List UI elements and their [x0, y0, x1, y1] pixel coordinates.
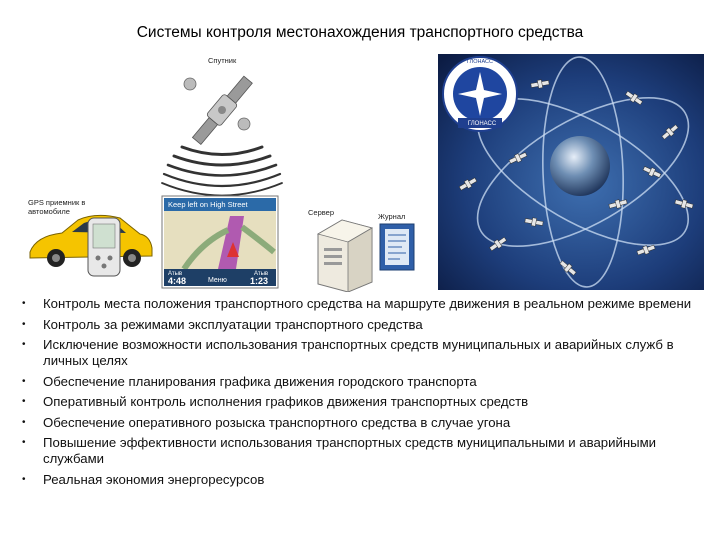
list-item [22, 317, 702, 333]
bullet-icon: • [22, 375, 26, 387]
list-item-text: Контроль места положения транспортного средства на маршруте движения в реальном режиме времени [43, 296, 692, 311]
signal-waves-icon [162, 147, 282, 196]
glonass-ring-text: ГЛОНАСС [466, 59, 494, 65]
list-item-text: Оперативный контроль исполнения графиков движения транспортных средств [43, 394, 529, 409]
journal-icon [380, 224, 414, 270]
gps-label [28, 198, 85, 216]
glonass-constellation-image [438, 54, 704, 290]
tracking-diagram-art [22, 52, 442, 292]
list-item-text: Обеспечение оперативного розыска транспортного средства в случае угона [43, 414, 511, 430]
list-item [22, 415, 702, 431]
navigator-banner: Keep left on High Street [168, 200, 248, 209]
navigator-menu: Меню [208, 277, 227, 284]
gps-label-line1: GPS приемник в [28, 198, 86, 207]
list-item-text: Исключение возможности использования транспортных средств муниципальных и аварийных служб в личных целях [43, 337, 674, 368]
satellite-icon [184, 74, 255, 147]
list-item [22, 374, 702, 390]
navigator-right-time: 1:23 [250, 276, 269, 286]
list-item [22, 394, 702, 410]
list-item-text: Обеспечение планирования графика движения городского транспорта [43, 373, 477, 389]
bullet-icon: • [22, 473, 26, 485]
satellite-label: Спутник [208, 56, 237, 65]
journal-label: Журнал [378, 212, 406, 221]
gps-receiver-icon [88, 218, 120, 276]
list-item [22, 296, 702, 312]
navigator-left-small: Атыв [168, 271, 183, 277]
list-item-text: Повышение эффективности использования транспортных средств муниципальными и аварийными службами [43, 435, 657, 466]
bullet-icon: • [22, 298, 26, 309]
gps-label-line2: автомобиле [28, 207, 70, 216]
bullet-icon: • [22, 339, 26, 350]
benefits-list [22, 296, 702, 492]
navigator-left-time: 4:48 [168, 276, 187, 286]
list-item [22, 435, 702, 467]
bullet-icon: • [22, 437, 26, 448]
tracking-diagram [22, 52, 442, 292]
earth-icon [550, 136, 610, 196]
slide-title: Системы контроля местонахождения транспортного средства [136, 24, 584, 41]
list-item-text: Реальная экономия энергоресурсов [43, 471, 265, 487]
glonass-band-text: ГЛОНАСС [467, 121, 497, 127]
list-item [22, 472, 702, 488]
server-icon [318, 220, 372, 292]
server-label: Сервер [308, 208, 335, 217]
bullet-icon: • [22, 396, 26, 407]
navigator-right-small: Атыв [254, 271, 269, 277]
bullet-icon: • [22, 416, 26, 428]
glonass-art [438, 54, 704, 290]
bullet-icon: • [22, 318, 26, 330]
list-item-text: Контроль за режимами эксплуатации транспортного средства [43, 316, 423, 332]
list-item [22, 337, 702, 369]
